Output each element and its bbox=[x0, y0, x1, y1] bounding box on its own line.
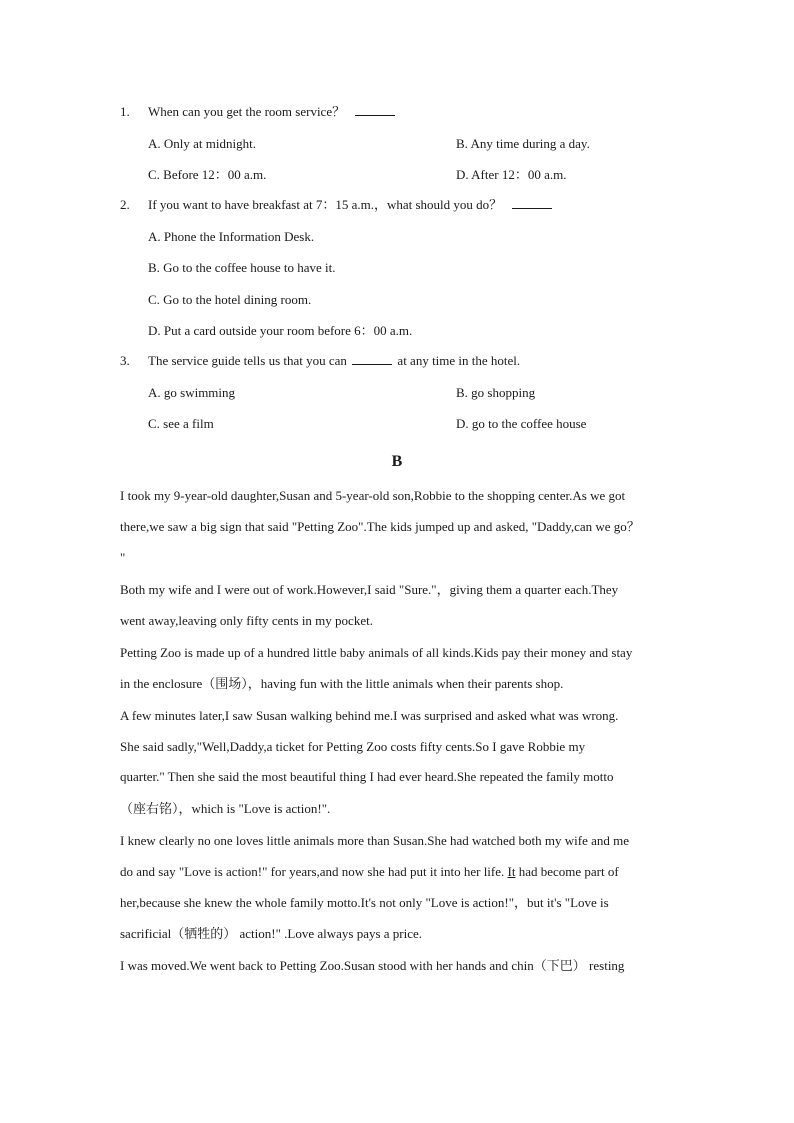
passage-line: I knew clearly no one loves little animals more than Susan.She had watched both my wife and me bbox=[120, 833, 630, 848]
option-d: D. go to the coffee house bbox=[456, 416, 587, 431]
passage-line: do and say "Love is action!" for years,and now she had put it into her life. It had become part of bbox=[120, 864, 619, 879]
passage-line: Petting Zoo is made up of a hundred little baby animals of all kinds.Kids pay their money and stay bbox=[120, 645, 633, 660]
option-a: A. Only at midnight. bbox=[148, 136, 256, 151]
option-c: C. see a film bbox=[148, 416, 214, 431]
answer-blank bbox=[512, 197, 552, 209]
underlined-word: It bbox=[507, 864, 516, 879]
passage-line: her,because she knew the whole family motto.It's not only "Love is action!"，but it's "Love is bbox=[120, 895, 609, 910]
passage-line: A few minutes later,I saw Susan walking behind me.I was surprised and asked what was wrong. bbox=[120, 708, 619, 723]
option-a: A. Phone the Information Desk. bbox=[148, 229, 315, 244]
passage-line: " bbox=[120, 550, 126, 565]
passage-line: went away,leaving only fifty cents in my pocket. bbox=[120, 613, 373, 628]
question-number: 1. bbox=[120, 104, 130, 119]
answer-blank bbox=[352, 353, 392, 365]
passage-line: quarter." Then she said the most beautiful thing I had ever heard.She repeated the family motto bbox=[120, 769, 614, 784]
option-a: A. go swimming bbox=[148, 385, 236, 400]
question-text: When can you get the room service？ bbox=[148, 104, 395, 120]
option-d: D. After 12：00 a.m. bbox=[456, 167, 567, 182]
option-b: B. go shopping bbox=[456, 385, 536, 400]
question-number: 2. bbox=[120, 197, 130, 212]
passage-line: She said sadly,"Well,Daddy,a ticket for Petting Zoo costs fifty cents.So I gave Robbie my bbox=[120, 739, 586, 754]
question-text: The service guide tells us that you can at any time in the hotel. bbox=[148, 353, 521, 368]
passage-line: Both my wife and I were out of work.However,I said "Sure."，giving them a quarter each.They bbox=[120, 582, 619, 597]
passage-line: I was moved.We went back to Petting Zoo.Susan stood with her hands and chin（下巴） resting bbox=[120, 958, 625, 973]
option-c: C. Go to the hotel dining room. bbox=[148, 292, 312, 307]
option-b: B. Any time during a day. bbox=[456, 136, 590, 151]
passage-line: sacrificial（牺牲的） action!" .Love always pays a price. bbox=[120, 926, 423, 941]
option-c: C. Before 12：00 a.m. bbox=[148, 167, 267, 182]
passage-line: （座右铭），which is "Love is action!". bbox=[120, 801, 331, 816]
section-heading: B bbox=[391, 453, 403, 470]
question-text: If you want to have breakfast at 7：15 a.m.，what should you do？ bbox=[148, 197, 552, 213]
passage-line: there,we saw a big sign that said "Petting Zoo".The kids jumped up and asked, "Daddy,can we go？ bbox=[120, 519, 640, 534]
option-b: B. Go to the coffee house to have it. bbox=[148, 260, 336, 275]
passage-line: in the enclosure（围场），having fun with the little animals when their parents shop. bbox=[120, 676, 564, 691]
option-d: D. Put a card outside your room before 6：00 a.m. bbox=[148, 323, 413, 338]
passage-line: I took my 9-year-old daughter,Susan and 5-year-old son,Robbie to the shopping center.As we got bbox=[120, 488, 626, 503]
answer-blank bbox=[355, 104, 395, 116]
question-number: 3. bbox=[120, 353, 130, 368]
